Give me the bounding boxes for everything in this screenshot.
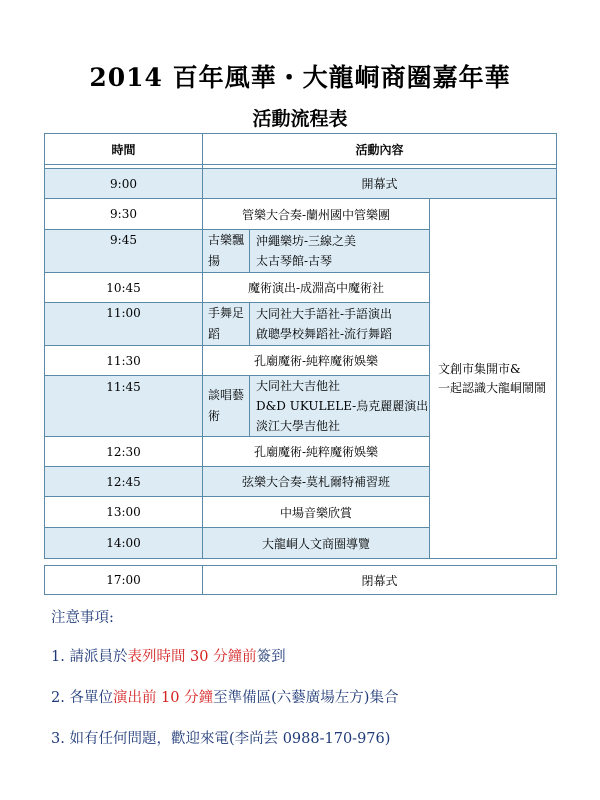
category-cell: 手舞足蹈 — [203, 303, 250, 346]
detail-line: 淡江大學吉他社 — [256, 419, 341, 433]
detail-line: 大同社大手語社-手語演出 — [256, 307, 393, 321]
time-cell: 13:00 — [45, 497, 203, 528]
table-row — [45, 566, 557, 595]
note-highlight: 演出前 10 分鐘 — [112, 690, 214, 706]
note-item-3: 3. 如有任何問題，歡迎來電(李尚芸 0988-170-976) — [51, 731, 391, 747]
sidebar-cell — [430, 199, 557, 559]
desc-cell: 閉幕式 — [203, 566, 557, 595]
table-row — [45, 169, 557, 199]
time-cell: 12:30 — [45, 437, 203, 467]
detail-cell — [250, 303, 430, 346]
page-subtitle: 活動流程表 — [252, 108, 348, 130]
detail-cell — [250, 376, 430, 437]
table-row — [45, 199, 557, 230]
desc-cell: 開幕式 — [203, 169, 557, 199]
time-cell: 9:45 — [45, 230, 203, 273]
note-item-2 — [51, 686, 571, 707]
time-cell: 9:00 — [45, 169, 203, 199]
time-cell: 17:00 — [45, 566, 203, 595]
page-title: 2014 百年風華・大龍峒商圈嘉年華 — [89, 63, 511, 92]
detail-line: D&D UKULELE-烏克麗麗演出 — [256, 399, 429, 413]
header-content: 活動內容 — [203, 134, 557, 165]
desc-cell: 魔術演出-成淵高中魔術社 — [203, 273, 430, 303]
time-cell: 11:00 — [45, 303, 203, 346]
detail-line: 大同社大吉他社 — [256, 379, 341, 393]
time-cell: 12:45 — [45, 467, 203, 497]
notes-section — [51, 606, 571, 768]
desc-cell: 管樂大合奏-蘭州國中管樂團 — [203, 199, 430, 230]
note-text: 簽到 — [256, 649, 286, 665]
time-cell: 11:45 — [45, 376, 203, 437]
time-cell: 10:45 — [45, 273, 203, 303]
header-time: 時間 — [45, 134, 203, 165]
notes-heading: 注意事項: — [51, 610, 114, 626]
desc-cell: 孔廟魔術-純粹魔術娛樂 — [203, 346, 430, 376]
detail-cell — [250, 230, 430, 273]
note-text: 2. 各單位 — [51, 690, 113, 706]
time-cell: 11:30 — [45, 346, 203, 376]
note-text: 至準備區(六藝廣場左方)集合 — [213, 690, 399, 706]
table-header-row — [45, 134, 557, 165]
desc-cell: 大龍峒人文商圈導覽 — [203, 528, 430, 559]
detail-line: 太古琴館-古琴 — [256, 254, 333, 268]
sidebar-line: 一起認識大龍峒鬧鬧 — [438, 380, 547, 395]
detail-line: 啟聰學校舞蹈社-流行舞蹈 — [256, 327, 393, 341]
closing-table — [44, 565, 557, 595]
category-cell: 古樂飄揚 — [203, 230, 250, 273]
note-item-1 — [51, 645, 571, 666]
time-cell: 9:30 — [45, 199, 203, 230]
detail-line: 沖繩樂坊-三線之美 — [256, 234, 357, 248]
time-cell: 14:00 — [45, 528, 203, 559]
note-highlight: 表列時間 30 分鐘前 — [127, 649, 257, 665]
sidebar-line: 文創市集開市& — [438, 361, 521, 376]
category-cell: 談唱藝術 — [203, 376, 250, 437]
schedule-table — [44, 133, 557, 559]
note-text: 1. 請派員於 — [51, 649, 128, 665]
desc-cell: 弦樂大合奏-莫札爾特補習班 — [203, 467, 430, 497]
desc-cell: 中場音樂欣賞 — [203, 497, 430, 528]
desc-cell: 孔廟魔術-純粹魔術娛樂 — [203, 437, 430, 467]
